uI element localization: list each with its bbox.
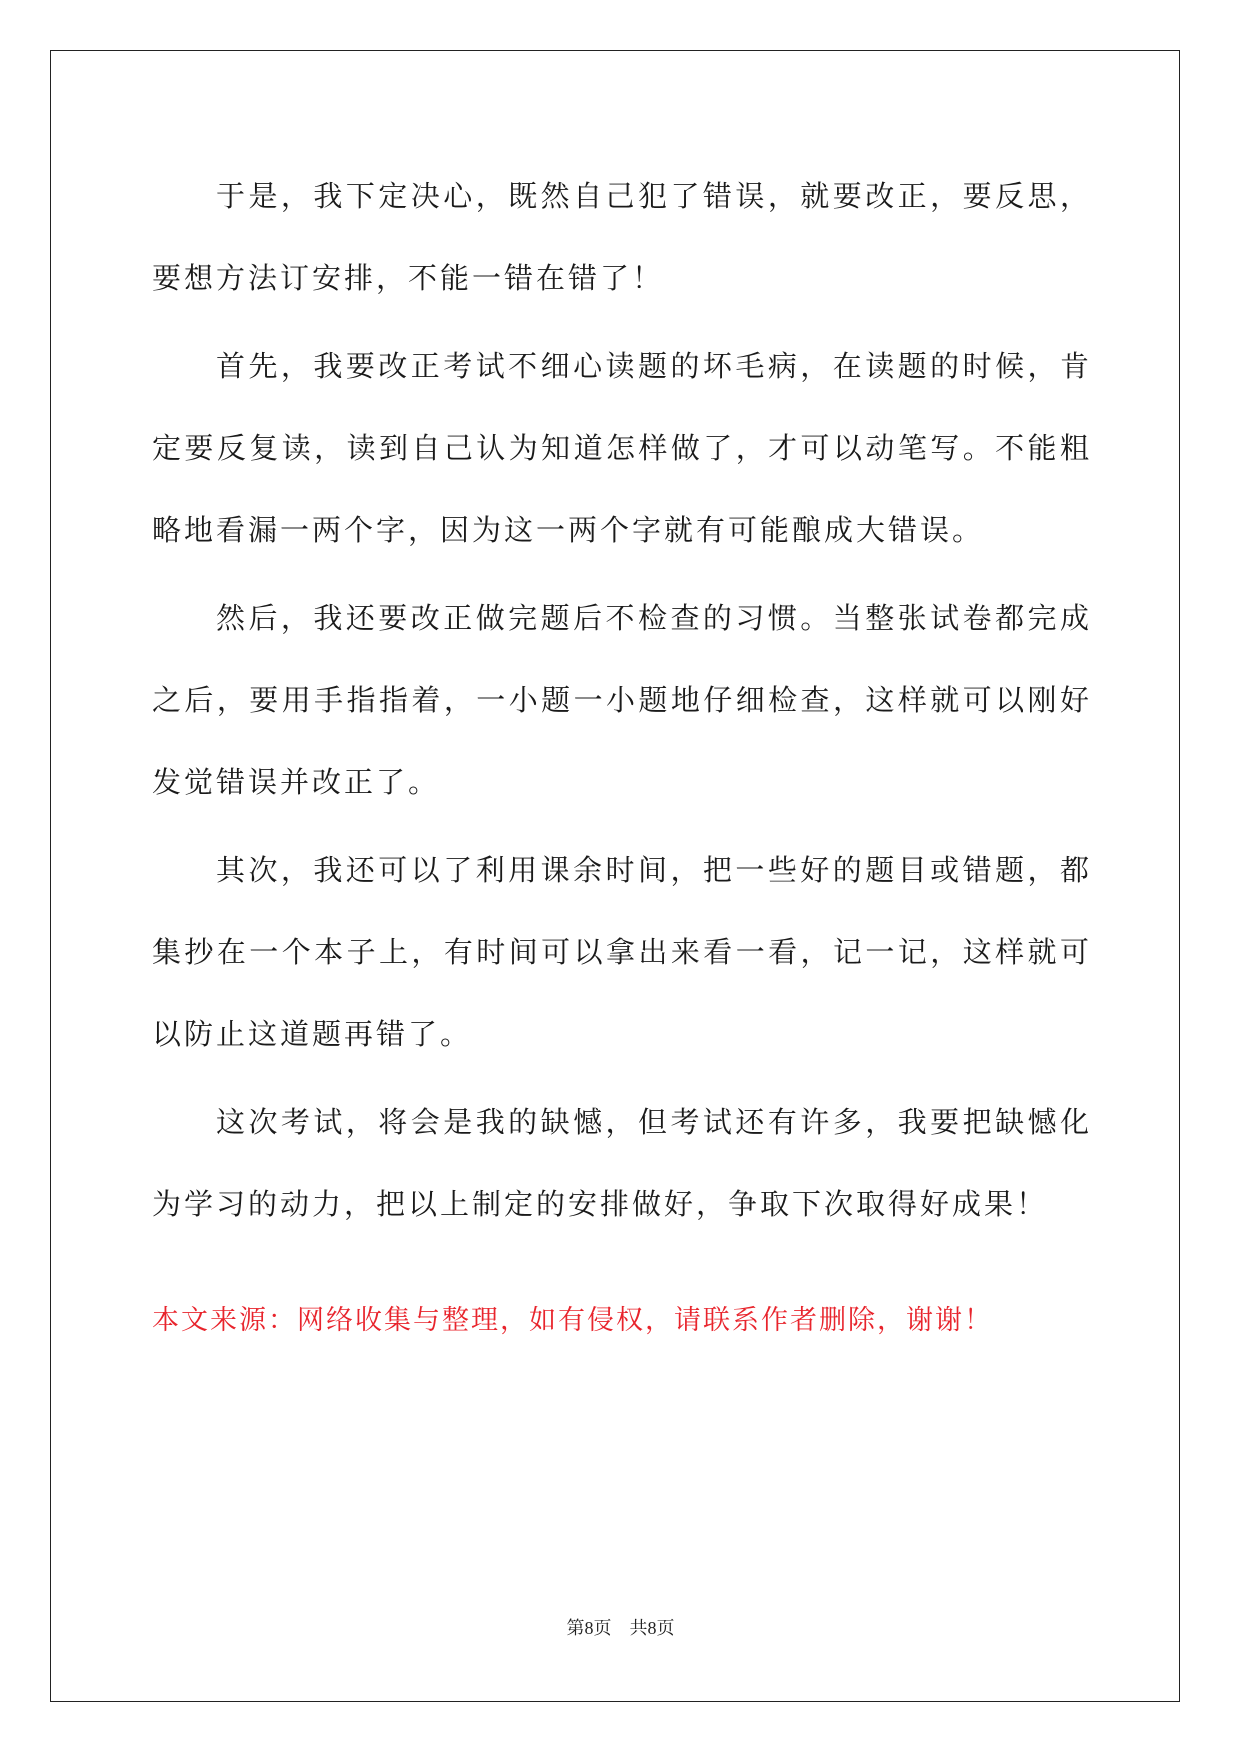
page-footer — [0, 1614, 1241, 1640]
page-number-current: 第8页 — [566, 1618, 612, 1638]
paragraph-1: 于是，我下定决心，既然自己犯了错误，就要改正，要反思，要想方法订安排，不能一错在错了！ — [152, 179, 1092, 295]
paragraph-2: 首先，我要改正考试不细心读题的坏毛病，在读题的时候，肯定要反复读，读到自己认为知道怎样做了，才可以动笔写。不能粗略地看漏一两个字，因为这一两个字就有可能酿成大错误。 — [152, 349, 1092, 547]
document-body — [152, 155, 1092, 1251]
source-note: 本文来源：网络收集与整理，如有侵权，请联系作者删除，谢谢！ — [152, 1305, 993, 1336]
page-number-total: 共8页 — [629, 1618, 675, 1638]
paragraph-5: 这次考试，将会是我的缺憾，但考试还有许多，我要把缺憾化为学习的动力，把以上制定的安排做好，争取下次取得好成果！ — [152, 1105, 1092, 1221]
paragraph-4: 其次，我还可以了利用课余时间，把一些好的题目或错题，都集抄在一个本子上，有时间可以拿出来看一看，记一记，这样就可以防止这道题再错了。 — [152, 853, 1092, 1051]
paragraph-3: 然后，我还要改正做完题后不检查的习惯。当整张试卷都完成之后，要用手指指着，一小题一小题地仔细检查，这样就可以刚好发觉错误并改正了。 — [152, 601, 1092, 799]
